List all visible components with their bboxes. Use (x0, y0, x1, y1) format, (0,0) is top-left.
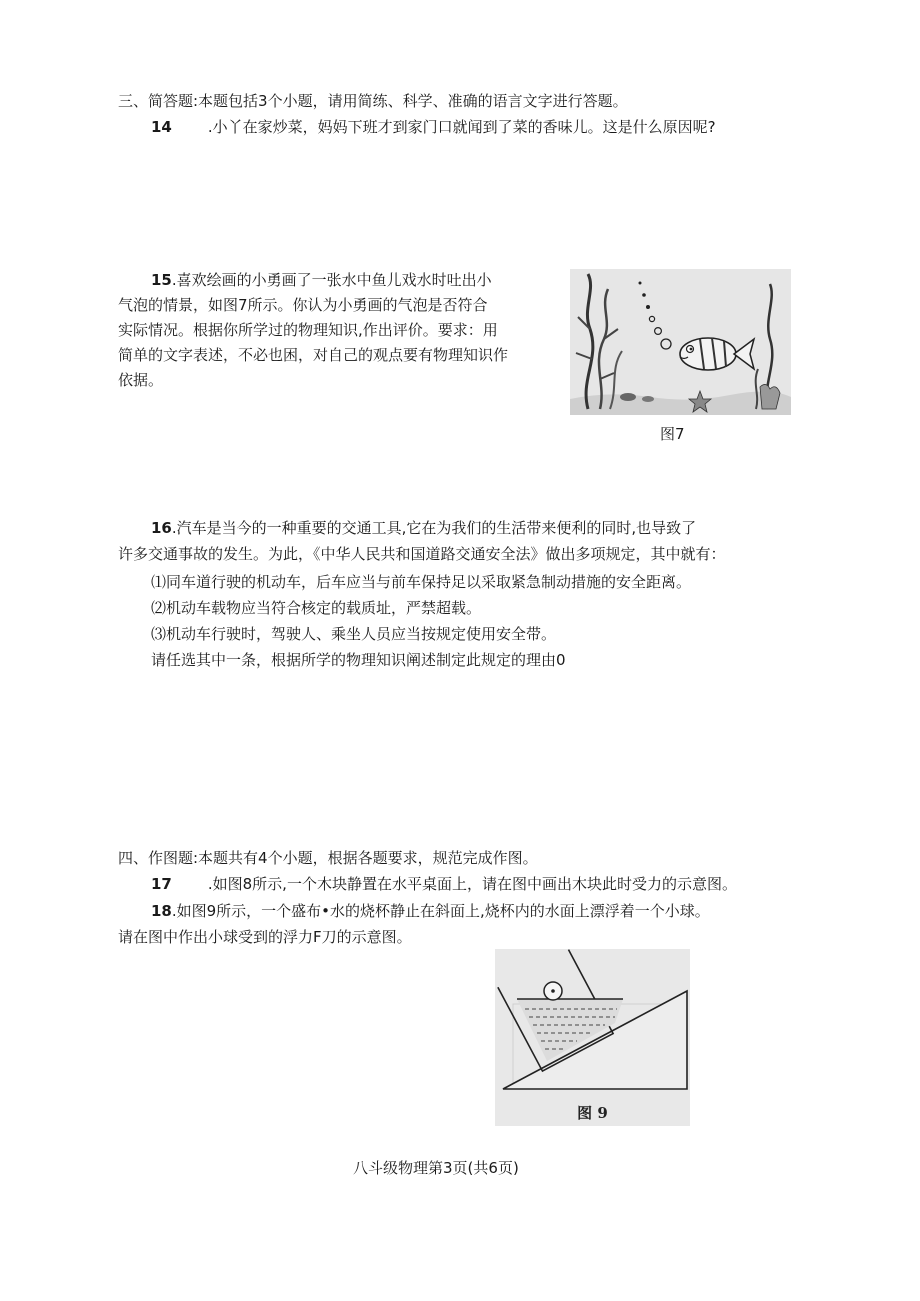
question-16-prompt: 请任选其中一条，根据所学的物理知识阐述制定此规定的理由0 (151, 651, 566, 669)
figure-9-beaker-image (495, 949, 690, 1126)
figure-7-caption: 图7 (660, 425, 685, 443)
question-text: .喜欢绘画的小勇画了一张水中鱼儿戏水时吐出小 (171, 271, 492, 289)
question-text: .小丫在家炒菜，妈妈下班才到家门口就闻到了菜的香味儿。这是什么原因呢? (207, 118, 716, 136)
question-18-line2: 请在图中作出小球受到的浮力F刀的示意图。 (118, 928, 412, 946)
question-16-item3: ⑶机动车行驶时，驾驶人、乘坐人员应当按规定使用安全带。 (151, 625, 557, 643)
question-16-line1 (151, 518, 696, 538)
question-16-item1: ⑴同车道行驶的机动车，后车应当与前车保持足以采取紧急制动措施的安全距离。 (151, 573, 692, 591)
question-17 (151, 874, 737, 894)
question-number: 14 (151, 118, 172, 136)
question-number: 18 (151, 902, 172, 920)
question-16-line2: 许多交通事故的发生。为此，《中华人民共和国道路交通安全法》做出多项规定，其中就有： (118, 545, 726, 563)
section4-heading: 四、作图题:本题共有4个小题，根据各题要求，规范完成作图。 (118, 849, 538, 867)
question-15-line5: 依据。 (118, 371, 164, 389)
question-number: 17 (151, 875, 172, 893)
figure-7-fish-image (570, 269, 791, 415)
question-number: 15 (151, 271, 172, 289)
figure-9-caption: 图 9 (577, 1104, 608, 1122)
section3-heading: 三、简答题:本题包括3个小题，请用简练、科学、准确的语言文字进行答题。 (118, 92, 628, 110)
question-15-line3: 实际情况。根据你所学过的物理知识,作出评价。要求：用 (118, 321, 498, 339)
question-18-line1 (151, 901, 710, 921)
question-text: .如图8所示,一个木块静置在水平桌面上，请在图中画出木块此时受力的示意图。 (207, 875, 737, 893)
question-number: 16 (151, 519, 172, 537)
question-text: .汽车是当今的一种重要的交通工具,它在为我们的生活带来便利的同时,也导致了 (171, 519, 697, 537)
question-15-line2: 气泡的情景，如图7所示。你认为小勇画的气泡是否符合 (118, 296, 488, 314)
question-16-item2: ⑵机动车载物应当符合核定的载质址，严禁超载。 (151, 599, 482, 617)
question-14 (151, 117, 716, 137)
page-footer: 八斗级物理第3页(共6页) (353, 1159, 519, 1177)
question-15-line4: 简单的文字表述，不必也困，对自己的观点要有物理知识作 (118, 346, 509, 364)
question-15-line1 (151, 270, 492, 290)
question-text: .如图9所示，一个盛布•水的烧杯静止在斜面上,烧杯内的水面上漂浮着一个小球。 (171, 902, 710, 920)
